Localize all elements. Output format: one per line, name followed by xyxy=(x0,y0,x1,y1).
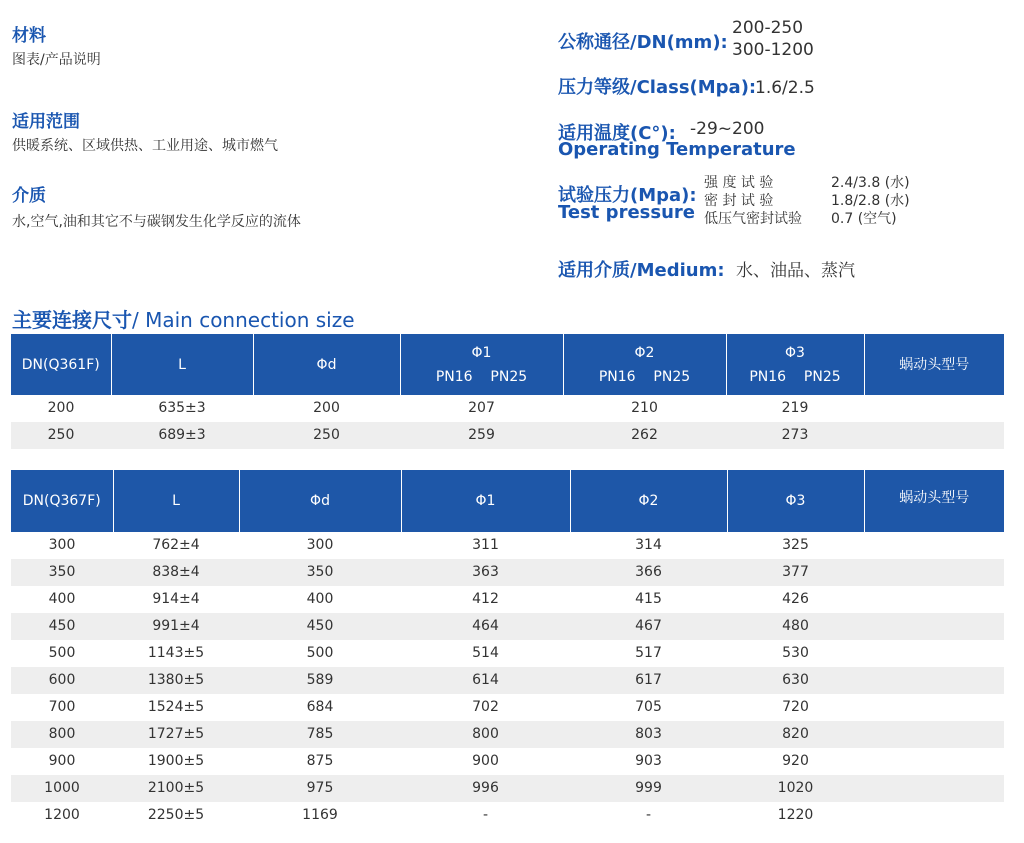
dn-value-1: 200-250 xyxy=(732,18,804,38)
cell-phi2: 314 xyxy=(635,537,662,553)
cell-dn: 500 xyxy=(48,645,76,661)
cell-dn: 400 xyxy=(48,591,76,607)
header-pn16: PN16 xyxy=(435,368,473,385)
cell-l: 1380±5 xyxy=(113,667,239,694)
header-phi3: Φ3 xyxy=(727,470,864,532)
table-row xyxy=(11,422,1004,449)
cell-phi2: 366 xyxy=(570,559,727,586)
cell-l: 991±4 xyxy=(113,613,239,640)
cell-dn: 1200 xyxy=(44,807,80,823)
cell-l: 1900±5 xyxy=(147,753,205,769)
cell-d: 500 xyxy=(306,645,334,661)
cell-l: 689±3 xyxy=(111,422,253,449)
cell-phi2: 467 xyxy=(570,613,727,640)
dn-label: 公称通径/DN(mm): xyxy=(558,32,728,53)
cell-d: 875 xyxy=(306,753,334,769)
cell-phi2: - xyxy=(645,807,652,823)
cell-worm-model xyxy=(864,802,1004,829)
cell-dn: 450 xyxy=(11,613,113,640)
cell-phi3: 1220 xyxy=(777,807,814,823)
cell-d: 975 xyxy=(239,775,401,802)
cell-phi2: 803 xyxy=(570,721,727,748)
header-phi3-label: Φ3 xyxy=(785,344,805,361)
header-d: Φd xyxy=(239,470,401,532)
cell-d: 450 xyxy=(239,613,401,640)
cell-d: 684 xyxy=(306,699,334,715)
cell-d: 300 xyxy=(306,537,334,553)
header-phi1-label: Φ1 xyxy=(471,344,492,361)
test-row-value: 1.8/2.8 (水) xyxy=(831,193,910,209)
cell-l: 2100±5 xyxy=(113,775,239,802)
header-dn: DN(Q361F) xyxy=(11,334,111,395)
cell-worm-model xyxy=(864,775,1004,802)
table-q361f xyxy=(11,334,1004,449)
cell-phi1: - xyxy=(482,807,489,823)
cell-worm-model xyxy=(864,694,1004,721)
cell-phi1: 207 xyxy=(468,400,495,416)
main-connection-title xyxy=(12,304,355,333)
header-worm-model: 蜗动头型号 xyxy=(864,334,1004,395)
header-phi2: Φ2 xyxy=(570,470,727,532)
cell-phi3: 920 xyxy=(782,753,809,769)
cell-l: 762±4 xyxy=(152,537,200,553)
cell-dn: 300 xyxy=(48,537,76,553)
header-pn25: PN25 xyxy=(803,368,841,385)
header-pn16: PN16 xyxy=(749,368,787,385)
medium-label: 适用介质/Medium: xyxy=(558,260,725,281)
cell-d: 350 xyxy=(239,559,401,586)
cell-l: 914±4 xyxy=(152,591,200,607)
header-l: L xyxy=(113,470,239,532)
header-pn25: PN25 xyxy=(490,368,528,385)
cell-dn: 250 xyxy=(11,422,111,449)
header-d: Φd xyxy=(253,334,400,395)
class-label: 压力等级/Class(Mpa): xyxy=(558,77,757,98)
cell-dn: 700 xyxy=(48,699,76,715)
cell-l: 838±4 xyxy=(113,559,239,586)
cell-phi2: 517 xyxy=(635,645,662,661)
cell-phi2: 999 xyxy=(570,775,727,802)
table-row xyxy=(11,721,1004,748)
cell-dn: 600 xyxy=(11,667,113,694)
cell-dn: 1000 xyxy=(11,775,113,802)
class-value: 1.6/2.5 xyxy=(755,78,815,98)
cell-worm-model xyxy=(864,667,1004,694)
cell-phi1: 412 xyxy=(472,591,499,607)
cell-phi3: 530 xyxy=(782,645,809,661)
cell-l: 1524±5 xyxy=(147,699,205,715)
table-row xyxy=(11,694,1004,721)
table-row xyxy=(11,802,1004,829)
header-pn-row xyxy=(564,365,726,389)
cell-phi2: 903 xyxy=(635,753,662,769)
cell-worm-model xyxy=(864,395,1004,422)
cell-dn: 900 xyxy=(48,753,76,769)
header-pn25: PN25 xyxy=(653,368,691,385)
cell-d: 400 xyxy=(306,591,334,607)
cell-phi2: 210 xyxy=(631,400,658,416)
cell-phi3: 273 xyxy=(726,422,864,449)
material-text: 图表/产品说明 xyxy=(12,52,101,68)
medium-text: 水,空气,油和其它不与碳钢发生化学反应的流体 xyxy=(12,214,301,230)
header-phi2-label: Φ2 xyxy=(634,344,655,361)
cell-phi1: 464 xyxy=(401,613,570,640)
cell-l: 2250±5 xyxy=(147,807,205,823)
header-pn16: PN16 xyxy=(598,368,636,385)
temp-label-en: Operating Temperature xyxy=(558,139,796,160)
cell-phi1: 614 xyxy=(401,667,570,694)
cell-phi1: 311 xyxy=(472,537,499,553)
header-dn: DN(Q367F) xyxy=(11,470,113,532)
header-worm-model: 蜗动头型号 xyxy=(864,470,1004,532)
cell-d: 785 xyxy=(239,721,401,748)
cell-dn: 350 xyxy=(11,559,113,586)
test-row-name: 低压气密封试验 xyxy=(704,211,802,227)
cell-d: 589 xyxy=(239,667,401,694)
scope-title: 适用范围 xyxy=(12,112,80,132)
cell-phi3: 820 xyxy=(727,721,864,748)
test-row-name: 密 封 试 验 xyxy=(704,193,774,209)
main-title-en: / Main connection size xyxy=(132,308,355,332)
table-row xyxy=(11,667,1004,694)
cell-phi1: 259 xyxy=(400,422,563,449)
cell-phi3: 480 xyxy=(727,613,864,640)
test-pressure-label-en: Test pressure xyxy=(558,202,695,223)
table-q367f xyxy=(11,470,1004,829)
cell-dn: 800 xyxy=(11,721,113,748)
medium-value: 水、油品、蒸汽 xyxy=(736,261,855,281)
cell-phi1: 996 xyxy=(401,775,570,802)
cell-phi3: 219 xyxy=(781,400,809,416)
header-phi1: Φ1 xyxy=(401,470,570,532)
cell-phi1: 514 xyxy=(472,645,499,661)
table-row xyxy=(11,640,1004,667)
cell-d: 250 xyxy=(253,422,400,449)
cell-d: 1169 xyxy=(302,807,338,823)
header-phi3 xyxy=(726,334,864,395)
test-row-value: 0.7 (空气) xyxy=(831,211,897,227)
cell-worm-model xyxy=(864,422,1004,449)
header-phi2 xyxy=(563,334,726,395)
table-row xyxy=(11,613,1004,640)
cell-phi3: 426 xyxy=(782,591,809,607)
main-title-cn: 主要连接尺寸 xyxy=(12,308,132,332)
header-l: L xyxy=(111,334,253,395)
cell-worm-model xyxy=(864,586,1004,613)
test-row-value: 2.4/3.8 (水) xyxy=(831,175,910,191)
header-phi1 xyxy=(400,334,563,395)
medium-title: 介质 xyxy=(12,186,46,206)
cell-phi1: 900 xyxy=(472,753,499,769)
cell-worm-model xyxy=(864,559,1004,586)
material-title: 材料 xyxy=(12,26,46,46)
cell-phi2: 705 xyxy=(635,699,662,715)
cell-phi3: 325 xyxy=(782,537,809,553)
temp-label: 适用温度(C°): xyxy=(558,123,676,144)
header-pn-row xyxy=(727,365,864,389)
cell-l: 1727±5 xyxy=(113,721,239,748)
cell-phi3: 377 xyxy=(727,559,864,586)
test-row-name: 强 度 试 验 xyxy=(704,175,774,191)
cell-l: 635±3 xyxy=(158,400,206,416)
table-row xyxy=(11,748,1004,775)
cell-d: 200 xyxy=(313,400,340,416)
cell-worm-model xyxy=(864,721,1004,748)
table-row xyxy=(11,586,1004,613)
table-row xyxy=(11,559,1004,586)
cell-worm-model xyxy=(864,613,1004,640)
cell-phi2: 617 xyxy=(570,667,727,694)
test-pressure-label: 试验压力(Mpa): xyxy=(558,185,697,206)
cell-phi2: 262 xyxy=(563,422,726,449)
cell-phi2: 415 xyxy=(635,591,662,607)
cell-l: 1143±5 xyxy=(147,645,205,661)
cell-phi3: 630 xyxy=(727,667,864,694)
cell-phi3: 720 xyxy=(782,699,809,715)
scope-text: 供暖系统、区域供热、工业用途、城市燃气 xyxy=(12,138,278,154)
header-pn-row xyxy=(401,365,563,389)
cell-phi1: 702 xyxy=(472,699,499,715)
cell-phi1: 800 xyxy=(401,721,570,748)
cell-phi3: 1020 xyxy=(727,775,864,802)
table-row xyxy=(11,532,1004,559)
table-row xyxy=(11,395,1004,422)
temp-value: -29~200 xyxy=(690,119,765,139)
cell-worm-model xyxy=(864,640,1004,667)
cell-worm-model xyxy=(864,532,1004,559)
cell-phi1: 363 xyxy=(401,559,570,586)
cell-worm-model xyxy=(864,748,1004,775)
table-row xyxy=(11,775,1004,802)
cell-dn: 200 xyxy=(47,400,75,416)
dn-value-2: 300-1200 xyxy=(732,40,814,60)
